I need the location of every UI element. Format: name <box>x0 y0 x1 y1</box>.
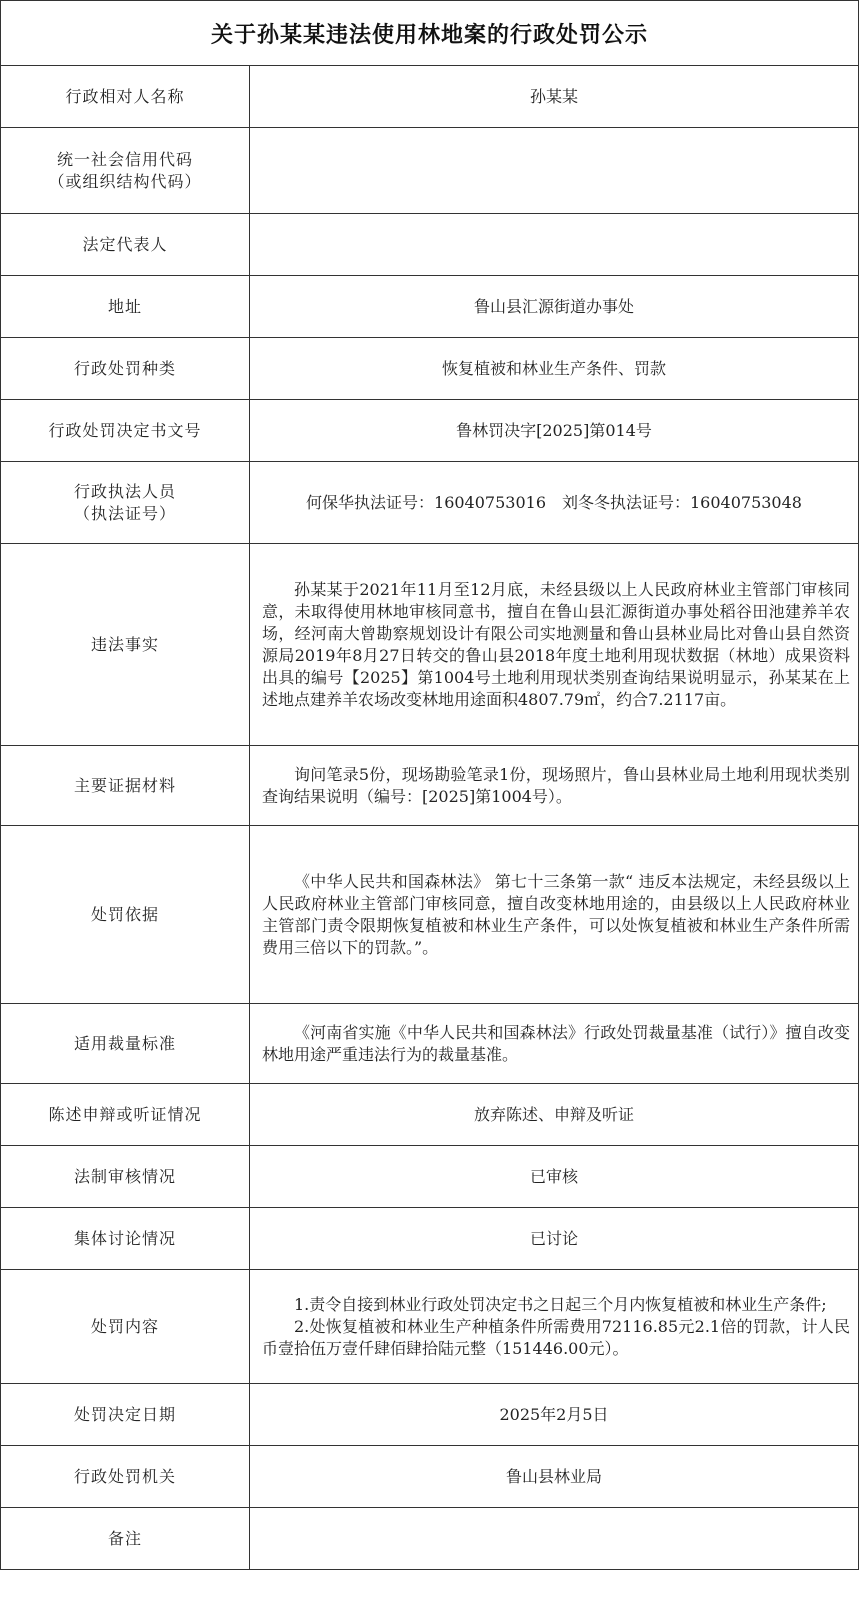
table-row <box>1 400 859 462</box>
value-penalty-type: 恢复植被和林业生产条件、罚款 <box>250 338 859 400</box>
table-row <box>1 1270 859 1384</box>
value-penalty-authority: 鲁山县林业局 <box>250 1446 859 1508</box>
label-penalty-authority: 行政处罚机关 <box>1 1446 250 1508</box>
label-party-name: 行政相对人名称 <box>1 66 250 128</box>
value-decision-number: 鲁林罚决字[2025]第014号 <box>250 400 859 462</box>
label-evidence: 主要证据材料 <box>1 746 250 826</box>
penalty-info-table <box>0 65 859 1570</box>
label-remarks: 备注 <box>1 1508 250 1570</box>
table-row <box>1 1384 859 1446</box>
penalty-content-item-2: 2.处恢复植被和林业生产种植条件所需费用72116.85元2.1倍的罚款，计人民币壹拾伍万壹仟肆佰肆拾陆元整（151446.00元）。 <box>262 1316 850 1358</box>
value-decision-date: 2025年2月5日 <box>250 1384 859 1446</box>
title-row <box>0 0 859 65</box>
label-illegal-facts: 违法事实 <box>1 544 250 746</box>
table-row <box>1 276 859 338</box>
value-collective-discussion: 已讨论 <box>250 1208 859 1270</box>
label-officers-line1: 行政执法人员 <box>73 481 176 501</box>
value-address: 鲁山县汇源街道办事处 <box>250 276 859 338</box>
value-discretion-standard <box>250 1004 859 1084</box>
table-row <box>1 1508 859 1570</box>
value-enforcement-officers: 何保华执法证号：16040753016 刘冬冬执法证号：16040753048 <box>250 462 859 544</box>
table-row <box>1 544 859 746</box>
table-row <box>1 66 859 128</box>
table-row <box>1 1084 859 1146</box>
table-row <box>1 826 859 1004</box>
table-row <box>1 1146 859 1208</box>
label-decision-date: 处罚决定日期 <box>1 1384 250 1446</box>
label-penalty-type: 行政处罚种类 <box>1 338 250 400</box>
value-legal-review: 已审核 <box>250 1146 859 1208</box>
table-row <box>1 128 859 214</box>
table-row <box>1 338 859 400</box>
table-row <box>1 746 859 826</box>
label-decision-number: 行政处罚决定书文号 <box>1 400 250 462</box>
label-address: 地址 <box>1 276 250 338</box>
table-row <box>1 1208 859 1270</box>
label-credit-code-line1: 统一社会信用代码 <box>56 149 193 169</box>
table-row <box>1 1004 859 1084</box>
table-row <box>1 214 859 276</box>
value-hearing-status: 放弃陈述、申辩及听证 <box>250 1084 859 1146</box>
label-credit-code <box>1 128 250 214</box>
label-legal-representative: 法定代表人 <box>1 214 250 276</box>
evidence-text: 询问笔录5份，现场勘验笔录1份，现场照片，鲁山县林业局土地利用现状类别查询结果说明（编号：[2025]第1004号）。 <box>262 764 850 806</box>
document-title: 关于孙某某违法使用林地案的行政处罚公示 <box>210 21 648 48</box>
table-row <box>1 462 859 544</box>
label-collective-discussion: 集体讨论情况 <box>1 1208 250 1270</box>
label-enforcement-officers <box>1 462 250 544</box>
table-row <box>1 1446 859 1508</box>
value-evidence <box>250 746 859 826</box>
label-penalty-content: 处罚内容 <box>1 1270 250 1384</box>
label-discretion-standard: 适用裁量标准 <box>1 1004 250 1084</box>
value-credit-code <box>250 128 859 214</box>
value-party-name: 孙某某 <box>250 66 859 128</box>
label-credit-code-line2: （或组织结构代码） <box>48 171 202 191</box>
value-penalty-basis <box>250 826 859 1004</box>
penalty-content-item-1: 1.责令自接到林业行政处罚决定书之日起三个月内恢复植被和林业生产条件; <box>294 1294 827 1314</box>
label-hearing-status: 陈述申辩或听证情况 <box>1 1084 250 1146</box>
illegal-facts-text: 孙某某于2021年11月至12月底，未经县级以上人民政府林业主管部门审核同意，未取得使用林地审核同意书，擅自在鲁山县汇源街道办事处稻谷田池建养羊农场，经河南大曾勘察规划设计有限公司实地测量和鲁山县林业局比对鲁山县自然资源局2019年8月27日转交的鲁山县2018年度土地利用现状数据（林地）成果资料出具的编号【2025】第1004号土地利用现状类别查询结果说明显示，孙某某在上述地点建养羊农场改变林地用途面积4807.79㎡，约合7.2117亩。 <box>262 579 850 709</box>
label-legal-review: 法制审核情况 <box>1 1146 250 1208</box>
value-illegal-facts <box>250 544 859 746</box>
label-officers-line2: （执法证号） <box>73 503 176 523</box>
discretion-standard-text: 《河南省实施《中华人民共和国森林法》行政处罚裁量基准（试行）》擅自改变林地用途严重违法行为的裁量基准。 <box>262 1022 850 1064</box>
value-legal-representative <box>250 214 859 276</box>
value-remarks <box>250 1508 859 1570</box>
penalty-basis-text: 《中华人民共和国森林法》 第七十三条第一款“ 违反本法规定，未经县级以上人民政府林业主管部门审核同意，擅自改变林地用途的，由县级以上人民政府林业主管部门责令限期恢复植被和林业生产条件，可以处恢复植被和林业生产条件所需费用三倍以下的罚款。”。 <box>262 871 850 957</box>
value-penalty-content <box>250 1270 859 1384</box>
label-penalty-basis: 处罚依据 <box>1 826 250 1004</box>
